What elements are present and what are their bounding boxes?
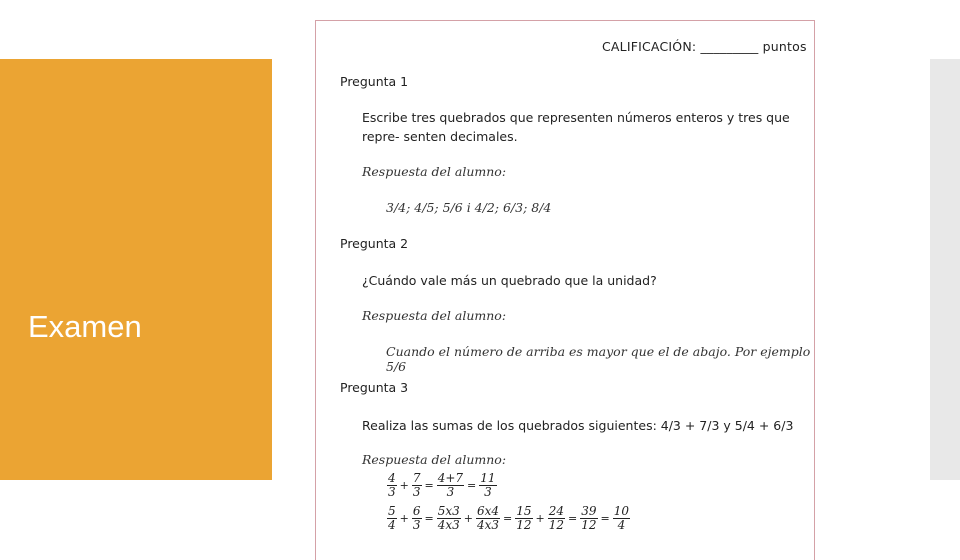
question-3-text: Realiza las sumas de los quebrados siguientes: 4/3 + 7/3 y 5/4 + 6/3	[362, 418, 794, 433]
fraction: $\frac{4+7}{3}$	[437, 470, 464, 499]
question-2-answer-label: Respuesta del alumno:	[362, 308, 507, 323]
exam-sheet-image	[315, 20, 815, 560]
title-panel	[0, 59, 272, 480]
fraction: $\frac{6x4}{4x3}$	[476, 503, 500, 532]
fraction: $\frac{7}{3}$	[412, 470, 421, 499]
question-3-heading: Pregunta 3	[340, 380, 409, 395]
slide-title: Examen	[28, 309, 142, 344]
question-2-heading: Pregunta 2	[340, 236, 409, 251]
question-1-answer: 3/4; 4/5; 5/6 i 4/2; 6/3; 8/4	[386, 200, 552, 215]
fraction: $\frac{10}{4}$	[613, 503, 630, 532]
fraction: $\frac{5}{4}$	[388, 503, 396, 532]
sum-1-working: $\frac{4}{3}$ + $\frac{7}{3}$ = $\frac{4+7}{3}$ = $\frac{11}{3}$	[388, 470, 496, 499]
fraction: $\frac{15}{12}$	[516, 503, 532, 532]
fraction: $\frac{6}{3}$	[412, 503, 421, 532]
question-1-text: Escribe tres quebrados que representen números enteros y tres que repre- senten decimales.	[362, 110, 790, 144]
fraction: $\frac{4}{3}$	[388, 470, 396, 499]
fraction: $\frac{11}{3}$	[480, 470, 496, 499]
fraction: $\frac{5x3}{4x3}$	[437, 503, 460, 532]
fraction: $\frac{24}{12}$	[548, 503, 565, 532]
fraction: $\frac{39}{12}$	[581, 503, 597, 532]
question-3-answer-label: Respuesta del alumno:	[362, 452, 507, 467]
question-2-text: ¿Cuándo vale más un quebrado que la unidad?	[362, 273, 657, 288]
question-2-answer: Cuando el número de arriba es mayor que el de abajo. Por ejemplo 5/6	[386, 344, 811, 374]
question-1-answer-label: Respuesta del alumno:	[362, 164, 507, 179]
sum-2-working: $\frac{5}{4}$ + $\frac{6}{3}$ = $\frac{5x3}{4x3}$ + $\frac{6x4}{4x3}$ = $\frac{15}{12}$ + $\frac{24}{12}$ = $\frac{39}{12}$ = $\frac{10}{4}$	[388, 503, 630, 532]
grade-line: CALIFICACIÓN: _________ puntos	[602, 39, 807, 54]
side-strip	[930, 59, 960, 480]
question-1-heading: Pregunta 1	[340, 74, 409, 89]
